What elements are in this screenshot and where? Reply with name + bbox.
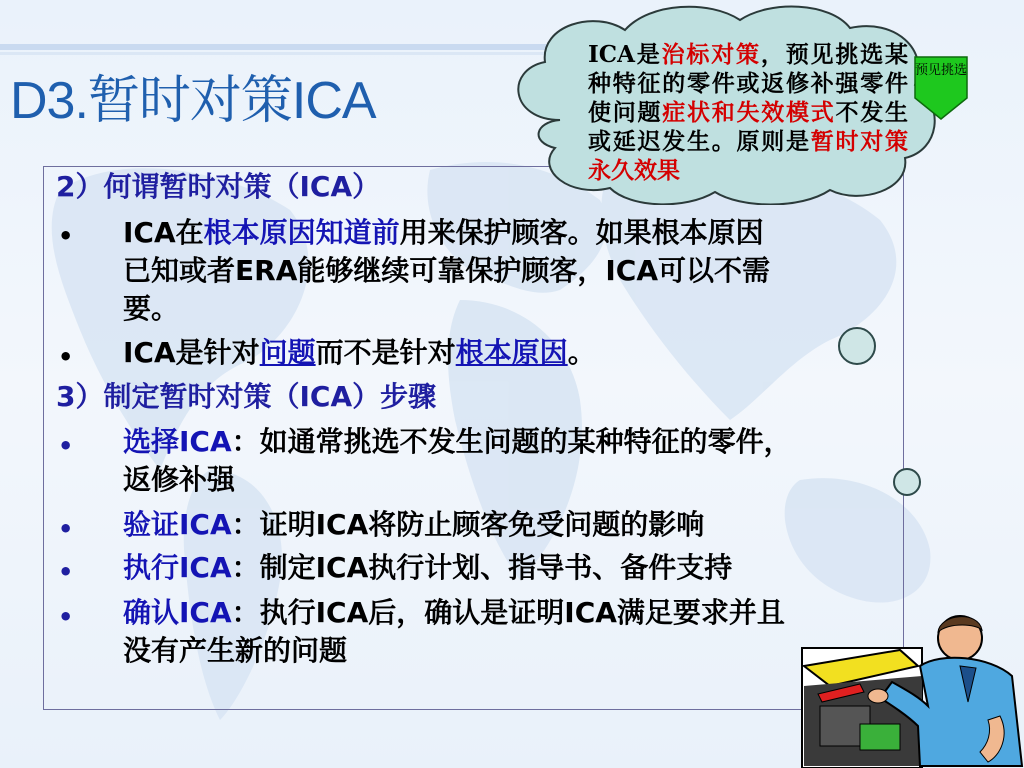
- step-execute-line: [123, 549, 732, 587]
- step-select-line-1: [123, 423, 792, 461]
- callout-segment: ，预见挑选某种特征的零件或返修补强零件使问题: [588, 41, 909, 126]
- callout-segment: ICA是: [588, 41, 662, 68]
- bullet-1-text: ICA在: [123, 216, 204, 249]
- callout-segment-red: 暂时对策永久效果: [588, 128, 908, 184]
- bullet-icon: •: [58, 343, 74, 371]
- step-confirm-line-2: 没有产生新的问题: [123, 634, 348, 667]
- step-select-label: 选择ICA: [123, 425, 232, 458]
- step-select-line-2: 返修补强: [123, 463, 236, 496]
- step-verify-text: ：证明ICA将防止顾客免受问题的影响: [231, 508, 705, 541]
- bullet-icon: •: [58, 558, 74, 586]
- root-cause-link[interactable]: 根本原因: [455, 336, 568, 369]
- section-heading-definition: 2）何谓暂时对策（ICA）: [56, 170, 381, 203]
- callout-text: [588, 40, 908, 185]
- bullet-icon: •: [58, 603, 74, 631]
- step-verify-line: [123, 506, 704, 544]
- mechanic-illustration: [800, 606, 1024, 768]
- bullet-1-highlight: 根本原因知道前: [203, 216, 400, 249]
- tag-label: 预见挑选: [914, 63, 967, 78]
- callout-segment: 不发生或延迟发生。原则是: [588, 99, 908, 155]
- step-confirm-label: 确认ICA: [123, 596, 232, 629]
- section-heading-steps: 3）制定暂时对策（ICA）步骤: [56, 380, 437, 413]
- step-confirm-text: ：执行ICA后，确认是证明ICA满足要求并且: [231, 596, 785, 629]
- bullet-icon: •: [58, 432, 74, 460]
- bullet-2-text: 而不是针对: [315, 336, 456, 369]
- bullet-1-line-1: [123, 214, 764, 252]
- bullet-1-line-2: 已知或者ERA能够继续可靠保护顾客，ICA可以不需: [123, 254, 770, 287]
- slide-title: D3.暂时对策ICA: [10, 72, 376, 130]
- bullet-1-text: 用来保护顾客。如果根本原因: [399, 216, 764, 249]
- step-execute-text: ：制定ICA执行计划、指导书、备件支持: [231, 551, 733, 584]
- decorative-circle: [893, 468, 921, 496]
- bullet-2-text: 。: [567, 336, 596, 369]
- bullet-2-text: ICA是针对: [123, 336, 260, 369]
- problem-link[interactable]: 问题: [259, 336, 316, 369]
- step-verify-label: 验证ICA: [123, 508, 232, 541]
- step-select-text: ：如通常挑选不发生问题的某种特征的零件，: [231, 425, 792, 458]
- bullet-icon: •: [58, 515, 74, 543]
- decorative-circle: [838, 327, 876, 365]
- bullet-1-line-3: 要。: [123, 292, 180, 325]
- bullet-2-line: [123, 334, 596, 372]
- step-confirm-line-1: [123, 594, 785, 632]
- callout-segment-red: 症状和失效模式: [662, 99, 836, 126]
- step-execute-label: 执行ICA: [123, 551, 232, 584]
- bullet-icon: •: [58, 222, 74, 250]
- callout-segment-red: 治标对策: [661, 41, 761, 68]
